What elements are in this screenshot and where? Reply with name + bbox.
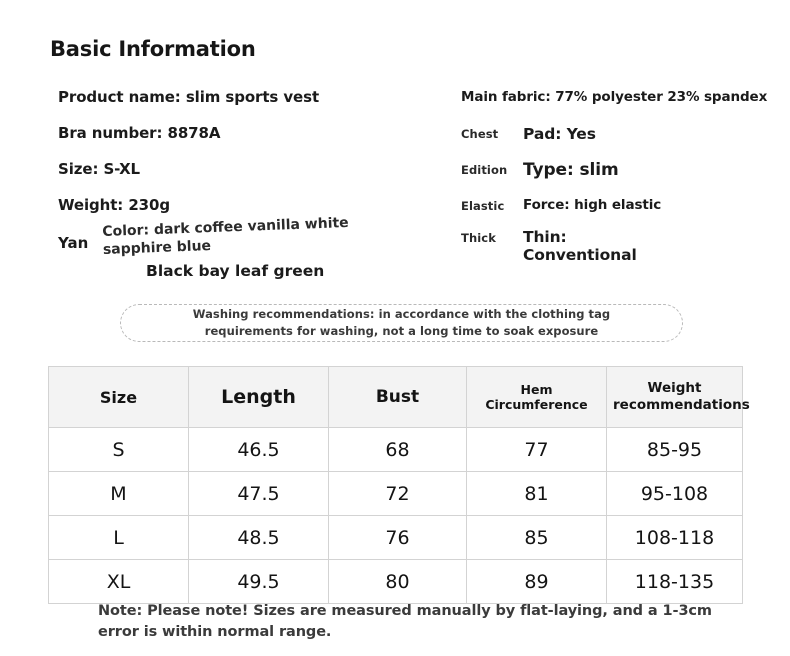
column-header-weight-recommendations: Weight recommendations bbox=[607, 367, 743, 428]
page-title: Basic Information bbox=[50, 37, 256, 61]
cell-size: S bbox=[49, 428, 189, 472]
column-header-hem-circumference: Hem Circumference bbox=[467, 367, 607, 428]
cell-length: 48.5 bbox=[189, 516, 329, 560]
spec-value-edition-type: Type: slim bbox=[523, 159, 619, 180]
cell-weight: 108-118 bbox=[607, 516, 743, 560]
spec-value-color-primary: Color: dark coffee vanilla white sapphire blue bbox=[102, 214, 349, 258]
spec-value-thickness: Thin: Conventional bbox=[523, 228, 637, 265]
cell-bust: 76 bbox=[329, 516, 467, 560]
table-row bbox=[49, 516, 743, 560]
spec-value-size: Size: S-XL bbox=[58, 160, 140, 179]
specs-left-column bbox=[58, 80, 458, 280]
specs-right-column bbox=[461, 80, 781, 274]
cell-bust: 80 bbox=[329, 560, 467, 604]
spec-value-bra-number: Bra number: 8878A bbox=[58, 124, 221, 143]
washing-recommendation-text: Washing recommendations: in accordance with the clothing tag requirements for washing, not a long time to soak exposure bbox=[192, 307, 611, 338]
cell-size: M bbox=[49, 472, 189, 516]
cell-size: XL bbox=[49, 560, 189, 604]
column-header-bust: Bust bbox=[329, 367, 467, 428]
cell-hem: 85 bbox=[467, 516, 607, 560]
spec-value-weight: Weight: 230g bbox=[58, 196, 170, 215]
spec-label-elastic: Elastic bbox=[461, 199, 505, 213]
spec-value-chest-pad: Pad: Yes bbox=[523, 124, 596, 143]
spec-label-edition: Edition bbox=[461, 163, 508, 177]
column-header-size: Size bbox=[49, 367, 189, 428]
spec-row-size bbox=[58, 152, 458, 188]
spec-row-bra-number bbox=[58, 116, 458, 152]
cell-weight: 118-135 bbox=[607, 560, 743, 604]
spec-value-main-fabric: Main fabric: 77% polyester 23% spandex bbox=[461, 89, 768, 106]
spec-label-color: Yan bbox=[58, 234, 89, 252]
spec-row-product-name bbox=[58, 80, 458, 116]
table-row bbox=[49, 428, 743, 472]
cell-hem: 89 bbox=[467, 560, 607, 604]
column-header-length: Length bbox=[189, 367, 329, 428]
cell-bust: 68 bbox=[329, 428, 467, 472]
spec-row-color bbox=[58, 214, 458, 280]
spec-row-chest-pad bbox=[461, 116, 781, 152]
cell-hem: 77 bbox=[467, 428, 607, 472]
spec-row-main-fabric bbox=[461, 80, 781, 116]
table-row bbox=[49, 560, 743, 604]
cell-length: 49.5 bbox=[189, 560, 329, 604]
spec-value-product-name: Product name: slim sports vest bbox=[58, 88, 320, 107]
spec-row-thickness bbox=[461, 224, 781, 274]
spec-row-edition-type bbox=[461, 152, 781, 188]
cell-length: 47.5 bbox=[189, 472, 329, 516]
table-row bbox=[49, 472, 743, 516]
cell-hem: 81 bbox=[467, 472, 607, 516]
spec-value-color-secondary: Black bay leaf green bbox=[146, 262, 325, 280]
cell-weight: 85-95 bbox=[607, 428, 743, 472]
spec-label-thick: Thick bbox=[461, 231, 496, 245]
spec-value-elastic-force: Force: high elastic bbox=[523, 197, 662, 214]
measurement-note: Note: Please note! Sizes are measured manually by flat-laying, and a 1-3cm error is within normal range. bbox=[98, 603, 712, 640]
cell-weight: 95-108 bbox=[607, 472, 743, 516]
cell-size: L bbox=[49, 516, 189, 560]
cell-length: 46.5 bbox=[189, 428, 329, 472]
cell-bust: 72 bbox=[329, 472, 467, 516]
size-chart-table bbox=[48, 366, 750, 604]
table-header-row bbox=[49, 367, 743, 428]
spec-label-chest: Chest bbox=[461, 127, 499, 141]
spec-row-elastic-force bbox=[461, 188, 781, 224]
washing-recommendation-box bbox=[120, 304, 683, 342]
